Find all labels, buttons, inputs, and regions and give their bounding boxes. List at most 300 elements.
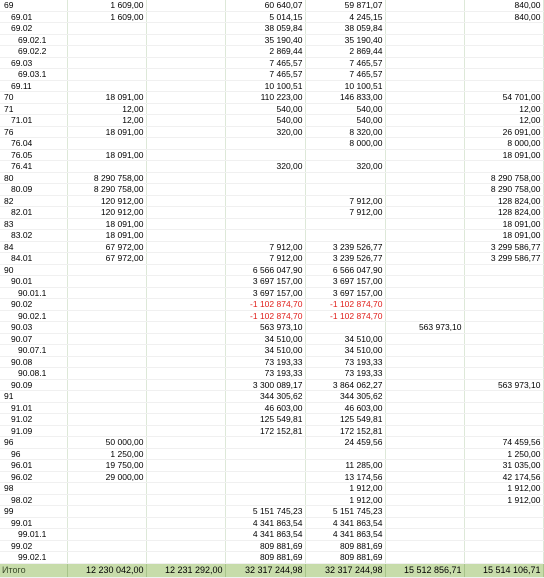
empty-cell[interactable] [146, 471, 225, 483]
table-row[interactable] [0, 517, 543, 529]
empty-cell[interactable] [146, 494, 225, 506]
value-cell[interactable]: 31 035,00 [464, 460, 543, 472]
value-cell[interactable] [225, 149, 305, 161]
account-cell[interactable]: 96.01 [0, 460, 67, 472]
value-cell[interactable] [305, 448, 385, 460]
account-cell[interactable]: 84 [0, 241, 67, 253]
account-cell[interactable]: 71.01 [0, 115, 67, 127]
value-cell[interactable] [385, 218, 464, 230]
value-cell[interactable]: 34 510,00 [225, 333, 305, 345]
value-cell[interactable] [67, 138, 146, 150]
value-cell[interactable]: 2 869,44 [225, 46, 305, 58]
value-cell[interactable]: 54 701,00 [464, 92, 543, 104]
empty-cell[interactable] [146, 322, 225, 334]
empty-cell[interactable] [146, 253, 225, 265]
value-cell[interactable]: 7 465,57 [225, 69, 305, 81]
table-row[interactable] [0, 494, 543, 506]
account-cell[interactable]: 70 [0, 92, 67, 104]
total-value-cell[interactable]: 32 317 244,98 [305, 563, 385, 577]
value-cell[interactable]: 29 000,00 [67, 471, 146, 483]
value-cell[interactable] [464, 552, 543, 564]
value-cell[interactable] [67, 356, 146, 368]
value-cell[interactable] [464, 529, 543, 541]
account-cell[interactable]: 80.09 [0, 184, 67, 196]
value-cell[interactable] [464, 517, 543, 529]
value-cell[interactable] [385, 103, 464, 115]
account-cell[interactable]: 76.41 [0, 161, 67, 173]
empty-cell[interactable] [146, 379, 225, 391]
value-cell[interactable] [385, 345, 464, 357]
value-cell[interactable]: 50 000,00 [67, 437, 146, 449]
value-cell[interactable]: 7 465,57 [305, 69, 385, 81]
value-cell[interactable] [464, 46, 543, 58]
value-cell[interactable]: 26 091,00 [464, 126, 543, 138]
value-cell[interactable]: 18 091,00 [67, 230, 146, 242]
value-cell[interactable] [385, 552, 464, 564]
value-cell[interactable] [385, 379, 464, 391]
empty-cell[interactable] [146, 195, 225, 207]
value-cell[interactable] [67, 540, 146, 552]
value-cell[interactable]: 5 151 745,23 [305, 506, 385, 518]
value-cell[interactable] [385, 11, 464, 23]
value-cell[interactable] [464, 57, 543, 69]
account-cell[interactable]: 82.01 [0, 207, 67, 219]
table-row[interactable] [0, 356, 543, 368]
value-cell[interactable]: 4 341 863,54 [225, 517, 305, 529]
value-cell[interactable] [385, 391, 464, 403]
table-row[interactable] [0, 471, 543, 483]
value-cell[interactable] [385, 184, 464, 196]
value-cell[interactable]: 3 697 157,00 [225, 276, 305, 288]
account-cell[interactable]: 96 [0, 448, 67, 460]
table-row[interactable] [0, 368, 543, 380]
table-row[interactable] [0, 425, 543, 437]
account-cell[interactable]: 82 [0, 195, 67, 207]
value-cell[interactable] [225, 483, 305, 495]
empty-cell[interactable] [146, 345, 225, 357]
empty-cell[interactable] [146, 414, 225, 426]
value-cell[interactable]: 73 193,33 [225, 356, 305, 368]
table-row[interactable] [0, 299, 543, 311]
value-cell[interactable] [464, 310, 543, 322]
account-cell[interactable]: 91.02 [0, 414, 67, 426]
value-cell[interactable]: 3 697 157,00 [225, 287, 305, 299]
account-cell[interactable]: 69.03.1 [0, 69, 67, 81]
value-cell[interactable]: 10 100,51 [305, 80, 385, 92]
value-cell[interactable]: 67 972,00 [67, 253, 146, 265]
empty-cell[interactable] [146, 57, 225, 69]
value-cell[interactable]: 840,00 [464, 11, 543, 23]
empty-cell[interactable] [146, 207, 225, 219]
empty-cell[interactable] [146, 46, 225, 58]
value-cell[interactable] [67, 414, 146, 426]
value-cell[interactable]: 1 912,00 [464, 483, 543, 495]
empty-cell[interactable] [146, 299, 225, 311]
value-cell[interactable] [225, 218, 305, 230]
account-cell[interactable]: 90.08.1 [0, 368, 67, 380]
value-cell[interactable]: 8 320,00 [305, 126, 385, 138]
account-cell[interactable]: 69 [0, 0, 67, 11]
value-cell[interactable] [385, 207, 464, 219]
table-row[interactable] [0, 138, 543, 150]
account-cell[interactable]: 96 [0, 437, 67, 449]
empty-cell[interactable] [146, 287, 225, 299]
value-cell[interactable] [305, 322, 385, 334]
value-cell[interactable] [305, 172, 385, 184]
value-cell[interactable] [67, 483, 146, 495]
account-cell[interactable]: 69.02 [0, 23, 67, 35]
table-row[interactable] [0, 333, 543, 345]
value-cell[interactable] [385, 299, 464, 311]
empty-cell[interactable] [146, 310, 225, 322]
empty-cell[interactable] [146, 161, 225, 173]
value-cell[interactable]: 7 912,00 [225, 253, 305, 265]
value-cell[interactable]: 4 341 863,54 [305, 517, 385, 529]
table-row[interactable] [0, 172, 543, 184]
value-cell[interactable] [464, 356, 543, 368]
value-cell[interactable] [67, 57, 146, 69]
empty-cell[interactable] [146, 402, 225, 414]
value-cell[interactable]: 540,00 [305, 115, 385, 127]
table-row[interactable] [0, 540, 543, 552]
value-cell[interactable]: 563 973,10 [225, 322, 305, 334]
value-cell[interactable] [67, 391, 146, 403]
account-cell[interactable]: 99.02.1 [0, 552, 67, 564]
value-cell[interactable]: 8 290 758,00 [464, 172, 543, 184]
value-cell[interactable] [305, 218, 385, 230]
table-row[interactable] [0, 218, 543, 230]
account-cell[interactable]: 91 [0, 391, 67, 403]
value-cell[interactable] [67, 23, 146, 35]
empty-cell[interactable] [146, 184, 225, 196]
value-cell[interactable]: 7 912,00 [305, 207, 385, 219]
value-cell[interactable] [385, 529, 464, 541]
value-cell[interactable]: -1 102 874,70 [225, 310, 305, 322]
value-cell[interactable]: 4 341 863,54 [305, 529, 385, 541]
value-cell[interactable]: 8 290 758,00 [67, 172, 146, 184]
value-cell[interactable] [385, 0, 464, 11]
value-cell[interactable]: 6 566 047,90 [225, 264, 305, 276]
value-cell[interactable] [385, 425, 464, 437]
value-cell[interactable]: 8 290 758,00 [464, 184, 543, 196]
value-cell[interactable]: 10 100,51 [225, 80, 305, 92]
value-cell[interactable] [385, 448, 464, 460]
value-cell[interactable] [464, 333, 543, 345]
account-cell[interactable]: 96.02 [0, 471, 67, 483]
value-cell[interactable] [464, 402, 543, 414]
table-row[interactable] [0, 23, 543, 35]
table-row[interactable] [0, 287, 543, 299]
value-cell[interactable]: 42 174,56 [464, 471, 543, 483]
total-value-cell[interactable]: 15 514 106,71 [464, 563, 543, 577]
value-cell[interactable] [464, 23, 543, 35]
value-cell[interactable] [385, 287, 464, 299]
value-cell[interactable] [464, 287, 543, 299]
value-cell[interactable]: 34 510,00 [305, 333, 385, 345]
value-cell[interactable]: 18 091,00 [67, 92, 146, 104]
value-cell[interactable] [385, 126, 464, 138]
value-cell[interactable]: 18 091,00 [67, 149, 146, 161]
value-cell[interactable]: -1 102 874,70 [305, 299, 385, 311]
account-cell[interactable]: 90 [0, 264, 67, 276]
empty-cell[interactable] [146, 552, 225, 564]
account-cell[interactable]: 71 [0, 103, 67, 115]
value-cell[interactable]: 3 239 526,77 [305, 241, 385, 253]
value-cell[interactable]: 540,00 [305, 103, 385, 115]
value-cell[interactable]: 3 697 157,00 [305, 276, 385, 288]
value-cell[interactable]: 34 510,00 [225, 345, 305, 357]
value-cell[interactable]: -1 102 874,70 [225, 299, 305, 311]
value-cell[interactable]: 172 152,81 [225, 425, 305, 437]
account-cell[interactable]: 91.09 [0, 425, 67, 437]
value-cell[interactable]: 3 697 157,00 [305, 287, 385, 299]
empty-cell[interactable] [146, 34, 225, 46]
value-cell[interactable]: 18 091,00 [67, 126, 146, 138]
account-cell[interactable]: 76 [0, 126, 67, 138]
value-cell[interactable]: 7 465,57 [305, 57, 385, 69]
value-cell[interactable]: 35 190,40 [225, 34, 305, 46]
value-cell[interactable]: 12,00 [464, 103, 543, 115]
empty-cell[interactable] [146, 506, 225, 518]
value-cell[interactable]: 3 864 062,27 [305, 379, 385, 391]
account-cell[interactable]: 90.02 [0, 299, 67, 311]
value-cell[interactable]: 73 193,33 [305, 368, 385, 380]
value-cell[interactable] [385, 333, 464, 345]
account-cell[interactable]: 99.02 [0, 540, 67, 552]
empty-cell[interactable] [146, 241, 225, 253]
empty-cell[interactable] [146, 517, 225, 529]
value-cell[interactable]: 563 973,10 [464, 379, 543, 391]
account-cell[interactable]: 90.02.1 [0, 310, 67, 322]
value-cell[interactable] [225, 172, 305, 184]
value-cell[interactable]: -1 102 874,70 [305, 310, 385, 322]
value-cell[interactable]: 1 912,00 [464, 494, 543, 506]
value-cell[interactable] [464, 425, 543, 437]
value-cell[interactable] [225, 230, 305, 242]
empty-cell[interactable] [146, 333, 225, 345]
empty-cell[interactable] [146, 529, 225, 541]
value-cell[interactable] [464, 80, 543, 92]
value-cell[interactable] [464, 34, 543, 46]
value-cell[interactable]: 5 151 745,23 [225, 506, 305, 518]
table-row[interactable] [0, 310, 543, 322]
value-cell[interactable]: 2 869,44 [305, 46, 385, 58]
account-cell[interactable]: 90.07.1 [0, 345, 67, 357]
account-cell[interactable]: 84.01 [0, 253, 67, 265]
table-row[interactable] [0, 253, 543, 265]
table-row[interactable] [0, 161, 543, 173]
account-cell[interactable]: 69.02.1 [0, 34, 67, 46]
account-cell[interactable]: 83 [0, 218, 67, 230]
table-row[interactable] [0, 552, 543, 564]
table-row[interactable] [0, 506, 543, 518]
value-cell[interactable] [385, 138, 464, 150]
value-cell[interactable] [464, 345, 543, 357]
empty-cell[interactable] [146, 264, 225, 276]
value-cell[interactable] [464, 161, 543, 173]
value-cell[interactable] [385, 483, 464, 495]
table-row[interactable] [0, 126, 543, 138]
table-row[interactable] [0, 529, 543, 541]
account-cell[interactable]: 76.04 [0, 138, 67, 150]
account-cell[interactable]: 90.08 [0, 356, 67, 368]
table-row[interactable] [0, 322, 543, 334]
value-cell[interactable]: 18 091,00 [464, 230, 543, 242]
account-cell[interactable]: 69.03 [0, 57, 67, 69]
value-cell[interactable]: 1 250,00 [67, 448, 146, 460]
value-cell[interactable] [385, 517, 464, 529]
value-cell[interactable] [67, 276, 146, 288]
value-cell[interactable]: 18 091,00 [67, 218, 146, 230]
value-cell[interactable]: 3 299 586,77 [464, 253, 543, 265]
value-cell[interactable]: 1 912,00 [305, 494, 385, 506]
empty-cell[interactable] [146, 391, 225, 403]
value-cell[interactable] [464, 414, 543, 426]
value-cell[interactable]: 320,00 [225, 126, 305, 138]
value-cell[interactable]: 7 465,57 [225, 57, 305, 69]
value-cell[interactable]: 3 300 089,17 [225, 379, 305, 391]
account-cell[interactable]: 98 [0, 483, 67, 495]
value-cell[interactable] [385, 172, 464, 184]
empty-cell[interactable] [146, 276, 225, 288]
account-cell[interactable]: 76.05 [0, 149, 67, 161]
empty-cell[interactable] [146, 149, 225, 161]
value-cell[interactable]: 59 871,07 [305, 0, 385, 11]
account-cell[interactable]: 90.01 [0, 276, 67, 288]
empty-cell[interactable] [146, 218, 225, 230]
value-cell[interactable]: 8 000,00 [464, 138, 543, 150]
value-cell[interactable]: 840,00 [464, 0, 543, 11]
total-value-cell[interactable]: 12 230 042,00 [67, 563, 146, 577]
value-cell[interactable]: 809 881,69 [305, 552, 385, 564]
total-label[interactable]: Итого [0, 563, 67, 577]
total-value-cell[interactable]: 32 317 244,98 [225, 563, 305, 577]
value-cell[interactable] [385, 471, 464, 483]
empty-cell[interactable] [146, 356, 225, 368]
value-cell[interactable] [225, 437, 305, 449]
value-cell[interactable]: 3 239 526,77 [305, 253, 385, 265]
table-row[interactable] [0, 230, 543, 242]
empty-cell[interactable] [146, 483, 225, 495]
account-cell[interactable]: 90.01.1 [0, 287, 67, 299]
table-row[interactable] [0, 149, 543, 161]
value-cell[interactable]: 1 912,00 [305, 483, 385, 495]
empty-cell[interactable] [146, 460, 225, 472]
value-cell[interactable]: 11 285,00 [305, 460, 385, 472]
value-cell[interactable] [385, 69, 464, 81]
table-row[interactable] [0, 345, 543, 357]
value-cell[interactable] [385, 23, 464, 35]
table-row[interactable] [0, 57, 543, 69]
value-cell[interactable]: 74 459,56 [464, 437, 543, 449]
table-row[interactable] [0, 0, 543, 11]
empty-cell[interactable] [146, 437, 225, 449]
value-cell[interactable] [385, 230, 464, 242]
table-row[interactable] [0, 391, 543, 403]
value-cell[interactable]: 172 152,81 [305, 425, 385, 437]
value-cell[interactable] [225, 138, 305, 150]
value-cell[interactable]: 35 190,40 [305, 34, 385, 46]
value-cell[interactable]: 13 174,56 [305, 471, 385, 483]
value-cell[interactable] [67, 299, 146, 311]
value-cell[interactable] [385, 92, 464, 104]
value-cell[interactable] [464, 322, 543, 334]
value-cell[interactable]: 24 459,56 [305, 437, 385, 449]
value-cell[interactable] [225, 207, 305, 219]
total-value-cell[interactable]: 15 512 856,71 [385, 563, 464, 577]
value-cell[interactable]: 60 640,07 [225, 0, 305, 11]
value-cell[interactable] [385, 414, 464, 426]
value-cell[interactable] [305, 149, 385, 161]
table-row[interactable] [0, 241, 543, 253]
account-cell[interactable]: 69.02.2 [0, 46, 67, 58]
value-cell[interactable] [225, 494, 305, 506]
value-cell[interactable] [385, 57, 464, 69]
value-cell[interactable]: 12,00 [464, 115, 543, 127]
value-cell[interactable]: 540,00 [225, 115, 305, 127]
value-cell[interactable]: 73 193,33 [225, 368, 305, 380]
value-cell[interactable]: 110 223,00 [225, 92, 305, 104]
table-row[interactable] [0, 11, 543, 23]
account-cell[interactable]: 69.11 [0, 80, 67, 92]
value-cell[interactable] [225, 195, 305, 207]
value-cell[interactable] [385, 437, 464, 449]
value-cell[interactable] [385, 115, 464, 127]
account-cell[interactable]: 80 [0, 172, 67, 184]
table-row[interactable] [0, 437, 543, 449]
value-cell[interactable] [385, 310, 464, 322]
empty-cell[interactable] [146, 103, 225, 115]
value-cell[interactable] [385, 149, 464, 161]
value-cell[interactable]: 67 972,00 [67, 241, 146, 253]
empty-cell[interactable] [146, 425, 225, 437]
value-cell[interactable]: 563 973,10 [385, 322, 464, 334]
value-cell[interactable] [67, 264, 146, 276]
account-cell[interactable]: 98.02 [0, 494, 67, 506]
value-cell[interactable] [385, 46, 464, 58]
value-cell[interactable] [385, 460, 464, 472]
value-cell[interactable]: 12,00 [67, 103, 146, 115]
table-row[interactable] [0, 184, 543, 196]
value-cell[interactable]: 8 290 758,00 [67, 184, 146, 196]
value-cell[interactable] [385, 253, 464, 265]
value-cell[interactable] [385, 241, 464, 253]
account-cell[interactable]: 90.09 [0, 379, 67, 391]
value-cell[interactable]: 6 566 047,90 [305, 264, 385, 276]
value-cell[interactable] [385, 368, 464, 380]
table-row[interactable] [0, 115, 543, 127]
table-row[interactable] [0, 80, 543, 92]
value-cell[interactable] [67, 425, 146, 437]
value-cell[interactable] [464, 391, 543, 403]
table-row[interactable] [0, 207, 543, 219]
value-cell[interactable]: 5 014,15 [225, 11, 305, 23]
value-cell[interactable]: 7 912,00 [225, 241, 305, 253]
value-cell[interactable] [385, 494, 464, 506]
value-cell[interactable] [385, 34, 464, 46]
value-cell[interactable]: 19 750,00 [67, 460, 146, 472]
value-cell[interactable] [385, 506, 464, 518]
value-cell[interactable]: 120 912,00 [67, 195, 146, 207]
value-cell[interactable] [305, 230, 385, 242]
value-cell[interactable]: 120 912,00 [67, 207, 146, 219]
value-cell[interactable]: 73 193,33 [305, 356, 385, 368]
value-cell[interactable] [67, 322, 146, 334]
total-row[interactable] [0, 563, 543, 577]
value-cell[interactable]: 125 549,81 [225, 414, 305, 426]
value-cell[interactable]: 125 549,81 [305, 414, 385, 426]
value-cell[interactable]: 128 824,00 [464, 207, 543, 219]
